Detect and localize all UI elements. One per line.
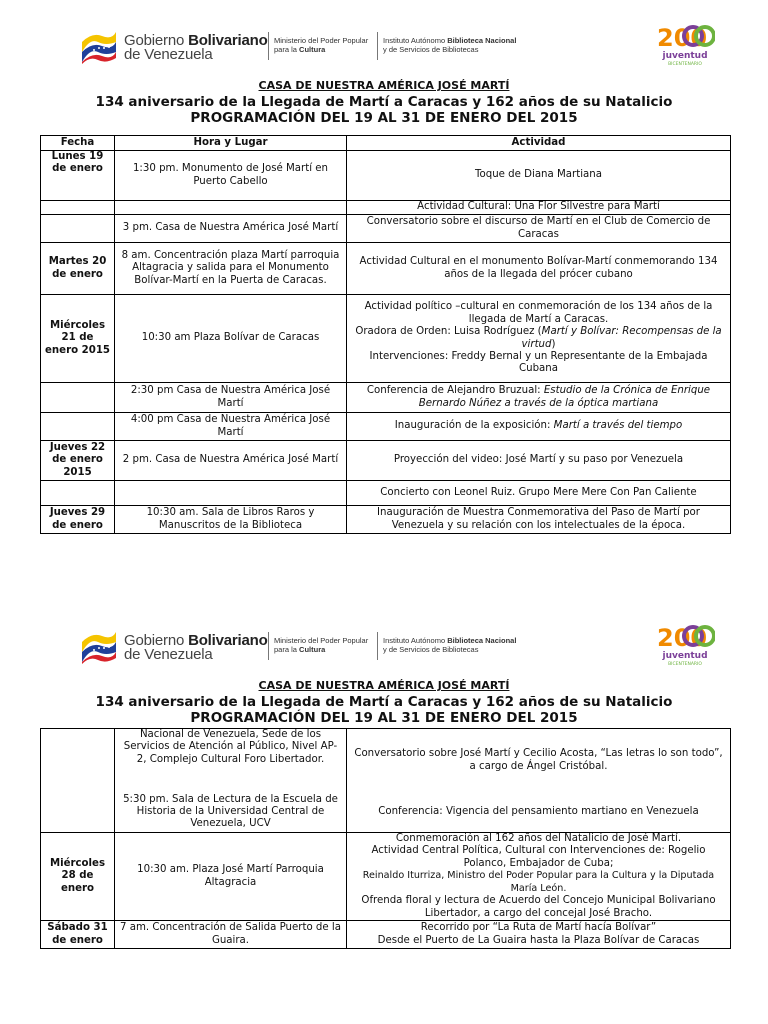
row-date	[41, 793, 115, 833]
row-place: 1:30 pm. Monumento de José Martí en Puerto Cabello	[115, 151, 347, 201]
house-title: CASA DE NUESTRA AMÉRICA JOSÉ MARTÍ	[258, 79, 510, 92]
schedule-table	[40, 135, 731, 534]
row-activity: Proyección del video: José Martí y su paso por Venezuela	[347, 441, 731, 481]
row-activity: Conferencia: Vigencia del pensamiento martiano en Venezuela	[347, 793, 731, 833]
row-activity: Conferencia de Alejandro Bruzual: Estudio de la Crónica de Enrique Bernardo Núñez a través de la óptica martiana	[347, 383, 731, 413]
juventud-bicentenario-logo	[655, 616, 715, 668]
svg-text:200: 200	[657, 624, 708, 652]
row-date	[41, 729, 115, 793]
row-activity: Conversatorio sobre el discurso de Martí en el Club de Comercio de Caracas	[347, 215, 731, 243]
table-row	[41, 729, 731, 793]
government-header	[80, 24, 540, 68]
row-date: Jueves 22 de enero 2015	[41, 441, 115, 481]
schedule-table-continued	[40, 728, 731, 949]
institute-name: Instituto Autónomo Biblioteca Nacional y de Servicios de Bibliotecas	[383, 636, 517, 654]
row-date	[41, 201, 115, 215]
table-row	[41, 215, 731, 243]
row-date: Jueves 29 de enero	[41, 506, 115, 534]
row-place: 8 am. Concentración plaza Martí parroquia Altagracia y salida para el Monumento Bolívar-Martí en la Puerta de Caracas.	[115, 243, 347, 295]
row-place: 4:00 pm Casa de Nuestra América José Martí	[115, 413, 347, 441]
row-date	[41, 383, 115, 413]
row-place: 3 pm. Casa de Nuestra América José Martí	[115, 215, 347, 243]
svg-text:BICENTENARIO: BICENTENARIO	[668, 62, 702, 67]
row-place: 10:30 am. Sala de Libros Raros y Manuscritos de la Biblioteca	[115, 506, 347, 534]
row-activity: Conmemoración al 162 años del Natalicio de José Martí. Actividad Central Política, Cultural con Intervenciones de: Rogelio Polanco, Embajador de Cuba; Reinaldo Iturriza, Ministro del Poder Popular para la Cultura y la Diputada María León. Ofrenda floral y lectura de Acuerdo del Concejo Municipal Bolivariano Libertador, a cargo del concejal José Bracho.	[347, 833, 731, 921]
row-place: 2 pm. Casa de Nuestra América José Martí	[115, 441, 347, 481]
row-activity: Conversatorio sobre José Martí y Cecilio Acosta, “Las letras lo son todo”, a cargo de Ángel Cristóbal.	[347, 729, 731, 793]
government-name: Gobierno Bolivariano de Venezuela	[124, 32, 268, 63]
table-row	[41, 833, 731, 921]
ministry-name: Ministerio del Poder Popular para la Cultura	[274, 636, 369, 654]
row-activity: Concierto con Leonel Ruiz. Grupo Mere Mere Con Pan Caliente	[347, 481, 731, 506]
row-activity: Inauguración de la exposición: Martí a través del tiempo	[347, 413, 731, 441]
document-titles	[0, 78, 768, 126]
table-row	[41, 413, 731, 441]
row-activity: Toque de Diana Martiana	[347, 151, 731, 201]
anniversary-title: 134 aniversario de la Llegada de Martí a Caracas y 162 años de su Natalicio	[95, 694, 673, 710]
row-date	[41, 413, 115, 441]
row-date: Lunes 19 de enero	[41, 151, 115, 201]
svg-text:BICENTENARIO: BICENTENARIO	[668, 662, 702, 667]
header-activity: Actividad	[347, 136, 731, 151]
row-place: Nacional de Venezuela, Sede de los Servicios de Atención al Público, Nivel AP-2, Complejo Cultural Foro Libertador.	[115, 729, 347, 793]
row-activity: Actividad Cultural en el monumento Bolívar-Martí conmemorando 134 años de la llegada del prócer cubano	[347, 243, 731, 295]
header-date: Fecha	[41, 136, 115, 151]
government-name: Gobierno Bolivariano de Venezuela	[124, 632, 268, 663]
table-row	[41, 243, 731, 295]
venezuela-flag-icon	[80, 628, 118, 664]
table-row	[41, 793, 731, 833]
row-activity: Inauguración de Muestra Conmemorativa del Paso de Martí por Venezuela y su relación con los intelectuales de la época.	[347, 506, 731, 534]
document-titles	[0, 678, 768, 726]
row-activity: Actividad Cultural: Una Flor Silvestre para Martí	[347, 201, 731, 215]
row-date: Sábado 31 de enero	[41, 921, 115, 949]
program-title: PROGRAMACIÓN DEL 19 AL 31 DE ENERO DEL 2015	[190, 710, 578, 726]
svg-text:juventud: juventud	[662, 651, 708, 661]
house-title: CASA DE NUESTRA AMÉRICA JOSÉ MARTÍ	[258, 679, 510, 692]
table-row	[41, 295, 731, 383]
table-row	[41, 383, 731, 413]
row-place: 2:30 pm Casa de Nuestra América José Martí	[115, 383, 347, 413]
row-date: Miércoles 21 de enero 2015	[41, 295, 115, 383]
juventud-bicentenario-logo	[655, 16, 715, 68]
row-place	[115, 481, 347, 506]
ministry-name: Ministerio del Poder Popular para la Cultura	[274, 36, 369, 54]
row-date: Martes 20 de enero	[41, 243, 115, 295]
row-date	[41, 481, 115, 506]
table-row	[41, 441, 731, 481]
table-row	[41, 201, 731, 215]
program-title: PROGRAMACIÓN DEL 19 AL 31 DE ENERO DEL 2015	[190, 110, 578, 126]
row-date	[41, 215, 115, 243]
table-row	[41, 506, 731, 534]
table-row	[41, 151, 731, 201]
table-row	[41, 481, 731, 506]
government-header	[80, 624, 540, 668]
anniversary-title: 134 aniversario de la Llegada de Martí a Caracas y 162 años de su Natalicio	[95, 94, 673, 110]
row-date: Miércoles 28 de enero	[41, 833, 115, 921]
row-place	[115, 201, 347, 215]
row-place: 10:30 am Plaza Bolívar de Caracas	[115, 295, 347, 383]
row-activity: Actividad político –cultural en conmemoración de los 134 años de la llegada de Martí a Caracas. Oradora de Orden: Luisa Rodríguez (Martí y Bolívar: Recompensas de la virtud) Intervenciones: Freddy Bernal y un Representante de la Embajada Cubana	[347, 295, 731, 383]
row-place: 5:30 pm. Sala de Lectura de la Escuela de Historia de la Universidad Central de Venezuela, UCV	[115, 793, 347, 833]
header-place: Hora y Lugar	[115, 136, 347, 151]
table-row	[41, 921, 731, 949]
row-place: 7 am. Concentración de Salida Puerto de la Guaira.	[115, 921, 347, 949]
svg-text:200: 200	[657, 24, 708, 52]
row-place: 10:30 am. Plaza José Martí Parroquia Altagracia	[115, 833, 347, 921]
svg-text:juventud: juventud	[662, 51, 708, 61]
institute-name: Instituto Autónomo Biblioteca Nacional y de Servicios de Bibliotecas	[383, 36, 517, 54]
table-header-row	[41, 136, 731, 151]
venezuela-flag-icon	[80, 28, 118, 64]
row-activity: Recorrido por “La Ruta de Martí hacía Bolívar” Desde el Puerto de La Guaira hasta la Plaza Bolívar de Caracas	[347, 921, 731, 949]
